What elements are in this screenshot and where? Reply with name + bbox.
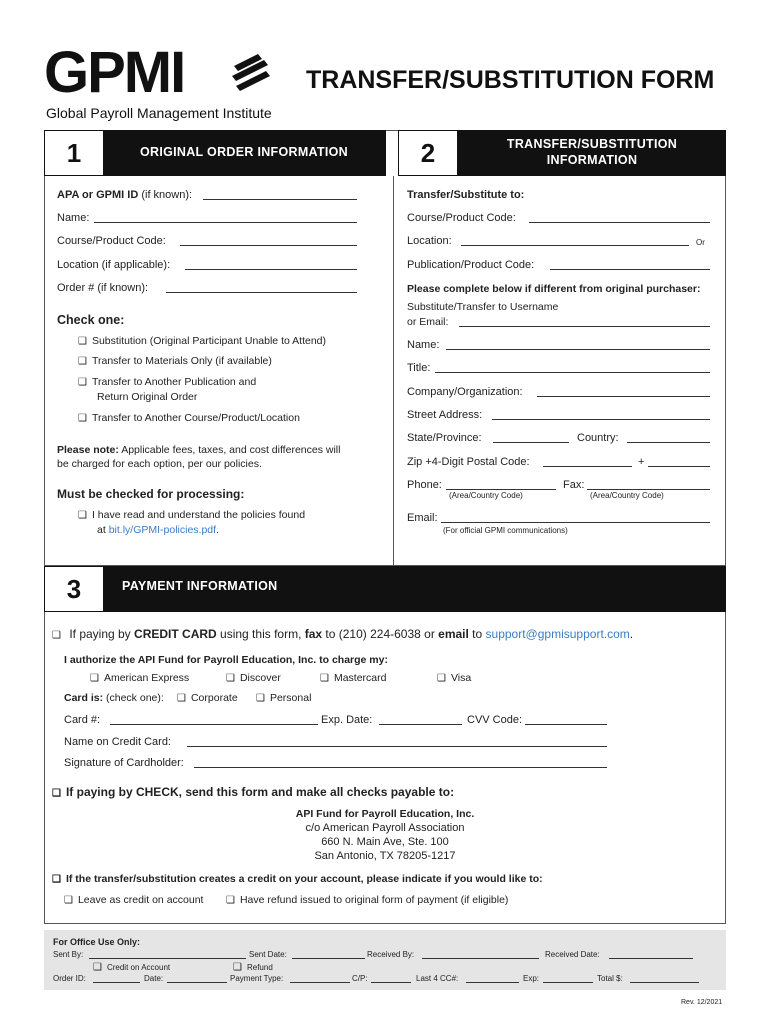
- fax-line[interactable]: [587, 489, 710, 490]
- card-number-line[interactable]: [110, 724, 318, 725]
- authorize-text: I authorize the API Fund for Payroll Education, Inc. to charge my:: [64, 654, 388, 666]
- credit-intro[interactable]: ❑ If the transfer/substitution creates a credit on your account, please indicate if you would like to:: [52, 873, 543, 885]
- office-order-id: Order ID:: [53, 974, 86, 983]
- state-label: State/Province:: [407, 432, 482, 444]
- revision-date: Rev. 12/2021: [681, 999, 723, 1006]
- location-line[interactable]: [185, 269, 357, 270]
- card-is-label: Card is:: [64, 692, 104, 704]
- office-received-by: Received By:: [367, 950, 415, 959]
- card-amex[interactable]: ❑ American Express: [90, 672, 189, 684]
- zip-label: Zip +4-Digit Postal Code:: [407, 456, 530, 468]
- office-sent-by-line[interactable]: [89, 958, 246, 959]
- office-received-by-line[interactable]: [422, 958, 539, 959]
- cvv-label: CVV Code:: [467, 714, 523, 726]
- phone-line[interactable]: [446, 489, 556, 490]
- office-last4: Last 4 CC#:: [416, 974, 459, 983]
- credit-option-leave[interactable]: ❑ Leave as credit on account: [64, 894, 203, 906]
- s2-course-code-label: Course/Product Code:: [407, 212, 516, 224]
- credit-card-intro[interactable]: [52, 627, 633, 641]
- logo: [44, 42, 284, 122]
- publication-code-label: Publication/Product Code:: [407, 259, 535, 271]
- org-name: Global Payroll Management Institute: [46, 105, 272, 121]
- signature-line[interactable]: [194, 767, 607, 768]
- street-line[interactable]: [492, 419, 710, 420]
- phone-label: Phone:: [407, 479, 442, 491]
- office-total-line[interactable]: [630, 982, 699, 983]
- office-order-id-line[interactable]: [93, 982, 140, 983]
- payee-address-3: San Antonio, TX 78205-1217: [314, 850, 456, 862]
- card-is-rest: (check one):: [103, 692, 164, 704]
- cc-fax-bold: fax: [304, 627, 323, 641]
- office-use-title: For Office Use Only:: [53, 937, 141, 947]
- option-materials-only[interactable]: ❑ Transfer to Materials Only (if available): [78, 355, 272, 367]
- card-number-label: Card #:: [64, 714, 101, 726]
- office-date: Date:: [144, 974, 164, 983]
- company-label: Company/Organization:: [407, 386, 523, 398]
- apa-id-line[interactable]: [203, 199, 357, 200]
- section-3-title: PAYMENT INFORMATION: [122, 579, 278, 593]
- logo-stripes-icon: [228, 52, 274, 92]
- zip-ext-line[interactable]: [648, 466, 710, 467]
- office-received-date-line[interactable]: [609, 958, 693, 959]
- policy-link-line: [97, 524, 219, 536]
- office-sent-date-line[interactable]: [292, 958, 365, 959]
- fax-label: Fax:: [563, 479, 585, 491]
- name-on-card-line[interactable]: [187, 746, 607, 747]
- office-exp: Exp:: [523, 974, 540, 983]
- email-label: Email:: [407, 512, 438, 524]
- card-mastercard[interactable]: ❑ Mastercard: [320, 672, 386, 684]
- office-credit-on-account[interactable]: ❑ Credit on Account: [93, 962, 170, 973]
- card-type-corporate[interactable]: ❑ Corporate: [177, 692, 238, 704]
- username-label-line2: or Email:: [407, 316, 449, 328]
- exp-date-line[interactable]: [379, 724, 462, 725]
- option-another-publication-line2: Return Original Order: [97, 391, 198, 403]
- check-one-heading: Check one:: [57, 313, 125, 327]
- credit-option-refund[interactable]: ❑ Have refund issued to original form of payment (if eligible): [226, 894, 508, 906]
- card-discover[interactable]: ❑ Discover: [226, 672, 281, 684]
- card-visa[interactable]: ❑ Visa: [437, 672, 471, 684]
- section-1-title: ORIGINAL ORDER INFORMATION: [139, 145, 349, 159]
- office-sent-by: Sent By:: [53, 950, 84, 959]
- fees-note-label: Please note:: [57, 444, 119, 456]
- card-type-personal[interactable]: ❑ Personal: [256, 692, 311, 704]
- office-cp: C/P:: [352, 974, 368, 983]
- payee-address-1: c/o American Payroll Association: [305, 822, 465, 834]
- office-sent-date: Sent Date:: [249, 950, 287, 959]
- company-line[interactable]: [537, 396, 710, 397]
- support-email-link[interactable]: support@gpmisupport.com: [485, 627, 630, 641]
- fax-area-hint: (Area/Country Code): [590, 491, 664, 500]
- option-substitution[interactable]: ❑ Substitution (Original Participant Unable to Attend): [78, 335, 326, 347]
- apa-id-label-rest: (if known):: [138, 189, 193, 201]
- office-refund[interactable]: ❑ Refund: [233, 962, 273, 973]
- cc-fax-num: to (210) 224-6038 or: [322, 627, 439, 641]
- panel-divider: [393, 176, 394, 566]
- complete-below-note: Please complete below if different from original purchaser:: [407, 283, 701, 295]
- fees-note: [57, 444, 340, 456]
- office-payment-type-line[interactable]: [290, 982, 350, 983]
- policy-end: .: [216, 524, 219, 536]
- fees-note-line2: be charged for each option, per our policies.: [57, 458, 262, 470]
- state-line[interactable]: [493, 442, 569, 443]
- section-2-title-line2: INFORMATION: [546, 153, 638, 167]
- order-number-label: Order # (if known):: [57, 282, 149, 294]
- publication-code-line[interactable]: [550, 269, 710, 270]
- name-label: Name:: [57, 212, 90, 224]
- office-cp-line[interactable]: [371, 982, 411, 983]
- order-number-line[interactable]: [166, 292, 357, 293]
- email-hint: (For official GPMI communications): [443, 526, 568, 535]
- payee-name: API Fund for Payroll Education, Inc.: [295, 808, 475, 820]
- s2-location-line[interactable]: [461, 245, 689, 246]
- s2-location-label: Location:: [407, 235, 452, 247]
- section-2-title-line1: TRANSFER/SUBSTITUTION: [506, 137, 678, 151]
- cc-intro-mid: using this form,: [216, 627, 305, 641]
- office-payment-type: Payment Type:: [230, 974, 284, 983]
- policy-checkbox[interactable]: ❑ I have read and understand the policies found: [78, 509, 305, 521]
- office-last4-line[interactable]: [466, 982, 519, 983]
- transfer-to-heading: Transfer/Substitute to:: [407, 189, 525, 201]
- policy-at: at: [97, 524, 109, 536]
- street-label: Street Address:: [407, 409, 483, 421]
- option-another-publication[interactable]: ❑ Transfer to Another Publication and: [78, 376, 256, 388]
- email-line[interactable]: [441, 522, 710, 523]
- country-line[interactable]: [627, 442, 710, 443]
- fees-note-text: Applicable fees, taxes, and cost differences will: [118, 444, 341, 456]
- cvv-line[interactable]: [525, 724, 607, 725]
- s2-name-label: Name:: [407, 339, 440, 351]
- office-received-date: Received Date:: [545, 950, 600, 959]
- card-is-row: [64, 692, 164, 704]
- s2-course-code-line[interactable]: [529, 222, 710, 223]
- cc-end: .: [629, 627, 634, 641]
- form-title: TRANSFER/SUBSTITUTION FORM: [306, 66, 715, 94]
- username-label-line1: Substitute/Transfer to Username: [407, 301, 559, 313]
- cc-intro-bold: CREDIT CARD: [134, 627, 217, 641]
- apa-id-field[interactable]: [57, 189, 192, 201]
- title-label: Title:: [407, 362, 431, 374]
- username-line[interactable]: [459, 326, 710, 327]
- office-exp-line[interactable]: [543, 982, 593, 983]
- phone-area-hint: (Area/Country Code): [449, 491, 523, 500]
- country-label: Country:: [577, 432, 619, 444]
- signature-label: Signature of Cardholder:: [64, 757, 184, 769]
- name-line[interactable]: [94, 222, 357, 223]
- section-1-number: 1: [44, 130, 104, 176]
- cc-intro-pre: If paying by: [69, 627, 135, 641]
- option-another-course[interactable]: ❑ Transfer to Another Course/Product/Location: [78, 412, 300, 424]
- check-intro[interactable]: ❑ If paying by CHECK, send this form and make all checks payable to:: [52, 785, 454, 799]
- must-check-heading: Must be checked for processing:: [57, 487, 245, 501]
- title-line[interactable]: [435, 372, 710, 373]
- section-2-number: 2: [398, 130, 458, 176]
- exp-date-label: Exp. Date:: [321, 714, 373, 726]
- cc-email-bold: email: [438, 627, 469, 641]
- zip-plus: +: [638, 456, 645, 468]
- s2-name-line[interactable]: [446, 349, 710, 350]
- logo-wordmark: GPMI: [44, 40, 185, 105]
- location-label: Location (if applicable):: [57, 259, 171, 271]
- office-total: Total $:: [597, 974, 623, 983]
- name-on-card-label: Name on Credit Card:: [64, 736, 171, 748]
- policy-link[interactable]: bit.ly/GPMI-policies.pdf: [108, 524, 217, 536]
- payee-address-2: 660 N. Main Ave, Ste. 100: [321, 836, 449, 848]
- course-code-label: Course/Product Code:: [57, 235, 166, 247]
- zip-line[interactable]: [543, 466, 632, 467]
- office-date-line[interactable]: [167, 982, 227, 983]
- cc-to: to: [468, 627, 486, 641]
- section-3-number: 3: [44, 566, 104, 612]
- course-code-line[interactable]: [180, 245, 357, 246]
- or-label: Or: [696, 238, 705, 247]
- apa-id-label: APA or GPMI ID: [57, 189, 139, 201]
